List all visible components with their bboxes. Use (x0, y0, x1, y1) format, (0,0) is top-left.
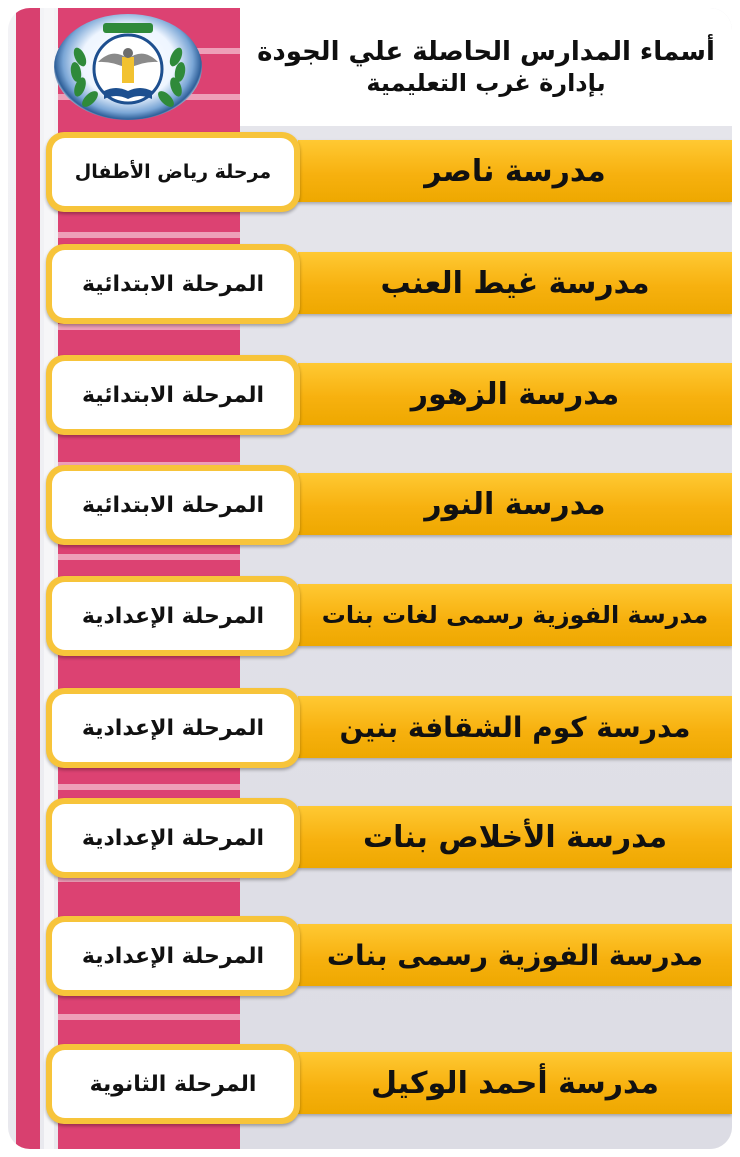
school-name: مدرسة ناصر (424, 153, 606, 189)
school-row (8, 455, 732, 559)
stage-badge (46, 688, 300, 768)
stage-badge (46, 798, 300, 878)
emblem-logo (54, 14, 202, 120)
school-name: مدرسة الفوزية رسمى بنات (326, 938, 704, 972)
school-row (8, 122, 732, 226)
school-name-bar (298, 1052, 732, 1114)
stage-label: المرحلة الثانوية (89, 1071, 257, 1097)
school-name-bar (298, 696, 732, 758)
school-name-bar (298, 252, 732, 314)
stage-label: المرحلة الابتدائية (81, 382, 265, 408)
stage-label: المرحلة الإعدادية (81, 943, 265, 969)
emblem-icon (58, 17, 198, 117)
stage-label: المرحلة الابتدائية (81, 492, 265, 518)
school-row (8, 678, 732, 782)
page-subtitle: بإدارة غرب التعليمية (366, 69, 606, 98)
stage-badge (46, 465, 300, 545)
stage-badge (46, 355, 300, 435)
stage-badge (46, 916, 300, 996)
school-name-bar (298, 140, 732, 202)
infographic-card (8, 8, 732, 1149)
school-row (8, 234, 732, 338)
school-row (8, 906, 732, 1010)
school-name-bar (298, 363, 732, 425)
page-title: أسماء المدارس الحاصلة علي الجودة (257, 36, 715, 67)
page-header (240, 8, 732, 126)
school-name: مدرسة الفوزية رسمى لغات بنات (321, 601, 709, 629)
school-row (8, 1034, 732, 1138)
stage-badge (46, 132, 300, 212)
school-row (8, 566, 732, 670)
stage-label: المرحلة الإعدادية (81, 603, 265, 629)
stage-label: المرحلة الإعدادية (81, 715, 265, 741)
stage-badge (46, 244, 300, 324)
school-name: مدرسة النور (424, 486, 606, 522)
school-name: مدرسة الأخلاص بنات (362, 819, 668, 855)
school-name-bar (298, 924, 732, 986)
school-name: مدرسة أحمد الوكيل (371, 1065, 659, 1101)
school-row (8, 788, 732, 892)
school-name: مدرسة الزهور (410, 376, 620, 412)
school-row (8, 345, 732, 449)
school-name: مدرسة غيط العنب (380, 265, 650, 301)
stage-label: مرحلة رياض الأطفال (74, 161, 272, 183)
school-name-bar (298, 473, 732, 535)
school-name: مدرسة كوم الشقافة بنين (339, 710, 691, 744)
stage-label: المرحلة الإعدادية (81, 825, 265, 851)
school-name-bar (298, 584, 732, 646)
stage-badge (46, 576, 300, 656)
school-name-bar (298, 806, 732, 868)
stage-label: المرحلة الابتدائية (81, 271, 265, 297)
stage-badge (46, 1044, 300, 1124)
